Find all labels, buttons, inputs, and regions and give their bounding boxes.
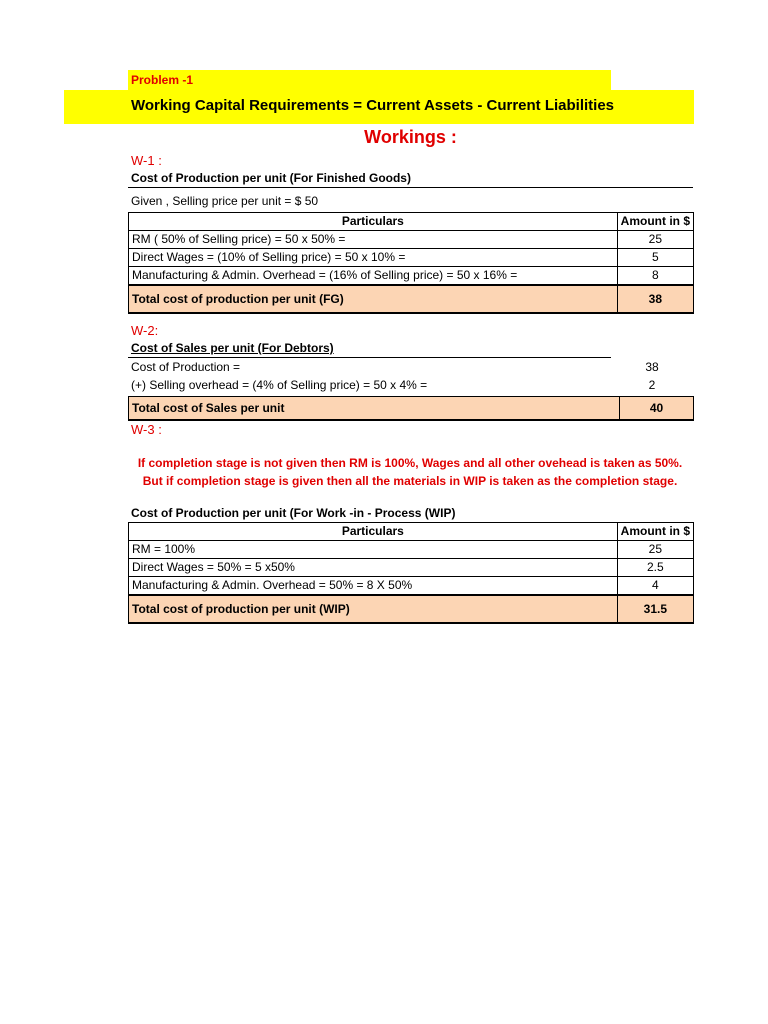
w1-heading-rule bbox=[128, 187, 693, 188]
w1-total-row bbox=[129, 285, 694, 313]
w1-row-amount: 5 bbox=[617, 249, 693, 267]
w2-row-particular: Cost of Production = bbox=[131, 360, 241, 374]
w2-heading-rule bbox=[128, 357, 611, 358]
w3-col-amount: Amount in $ bbox=[617, 523, 693, 541]
table-row bbox=[129, 559, 694, 577]
w2-row-amount: 2 bbox=[648, 378, 656, 392]
w1-row-amount: 8 bbox=[617, 267, 693, 286]
w3-total-label: Total cost of production per unit (WIP) bbox=[129, 595, 618, 623]
w2-label: W-2: bbox=[131, 323, 159, 338]
w3-row-particular: Direct Wages = 50% = 5 x50% bbox=[129, 559, 618, 577]
table-row bbox=[129, 577, 694, 596]
w3-row-particular: RM = 100% bbox=[129, 541, 618, 559]
w1-col-particulars: Particulars bbox=[129, 213, 618, 231]
table-row bbox=[129, 267, 694, 286]
w1-total-label: Total cost of production per unit (FG) bbox=[129, 285, 618, 313]
workings-title: Workings : bbox=[364, 127, 457, 147]
w3-note-line-1: If completion stage is not given then RM is 100%, Wages and all other ovehead is taken as 50%. bbox=[137, 456, 683, 470]
w3-label: W-3 : bbox=[131, 422, 162, 437]
w3-table bbox=[128, 522, 694, 624]
w2-total-amount: 40 bbox=[620, 397, 694, 421]
table-row bbox=[129, 541, 694, 559]
table-row bbox=[129, 249, 694, 267]
w1-given: Given , Selling price per unit = $ 50 bbox=[131, 194, 319, 208]
w2-row-particular: (+) Selling overhead = (4% of Selling price) = 50 x 4% = bbox=[131, 378, 428, 392]
w3-total-row bbox=[129, 595, 694, 623]
w2-total-row bbox=[129, 397, 694, 421]
w3-total-amount: 31.5 bbox=[617, 595, 693, 623]
w1-col-amount: Amount in $ bbox=[617, 213, 693, 231]
w3-table-header bbox=[129, 523, 694, 541]
formula-banner: Working Capital Requirements = Current Assets - Current Liabilities bbox=[64, 90, 694, 124]
w1-row-particular: Direct Wages = (10% of Selling price) = 50 x 10% = bbox=[129, 249, 618, 267]
w1-table-header bbox=[129, 213, 694, 231]
problem-label: Problem -1 bbox=[128, 70, 611, 90]
w2-total-label: Total cost of Sales per unit bbox=[129, 397, 620, 421]
w3-row-amount: 2.5 bbox=[617, 559, 693, 577]
w1-row-amount: 25 bbox=[617, 231, 693, 249]
w1-table bbox=[128, 212, 694, 314]
w3-heading: Cost of Production per unit (For Work -in - Process (WIP) bbox=[131, 506, 456, 520]
w3-row-amount: 4 bbox=[617, 577, 693, 596]
table-row bbox=[129, 231, 694, 249]
w1-row-particular: Manufacturing & Admin. Overhead = (16% of Selling price) = 50 x 16% = bbox=[129, 267, 618, 286]
w2-total-table bbox=[128, 396, 694, 421]
w2-row-amount: 38 bbox=[645, 360, 659, 374]
w2-heading: Cost of Sales per unit (For Debtors) bbox=[131, 341, 334, 355]
w1-heading: Cost of Production per unit (For Finished Goods) bbox=[131, 171, 411, 185]
w3-row-amount: 25 bbox=[617, 541, 693, 559]
w1-total-amount: 38 bbox=[617, 285, 693, 313]
w3-col-particulars: Particulars bbox=[129, 523, 618, 541]
w1-label: W-1 : bbox=[131, 153, 162, 168]
w1-row-particular: RM ( 50% of Selling price) = 50 x 50% = bbox=[129, 231, 618, 249]
w3-note-line-2: But if completion stage is given then all the materials in WIP is taken as the completion stage. bbox=[142, 474, 678, 488]
w3-row-particular: Manufacturing & Admin. Overhead = 50% = 8 X 50% bbox=[129, 577, 618, 596]
